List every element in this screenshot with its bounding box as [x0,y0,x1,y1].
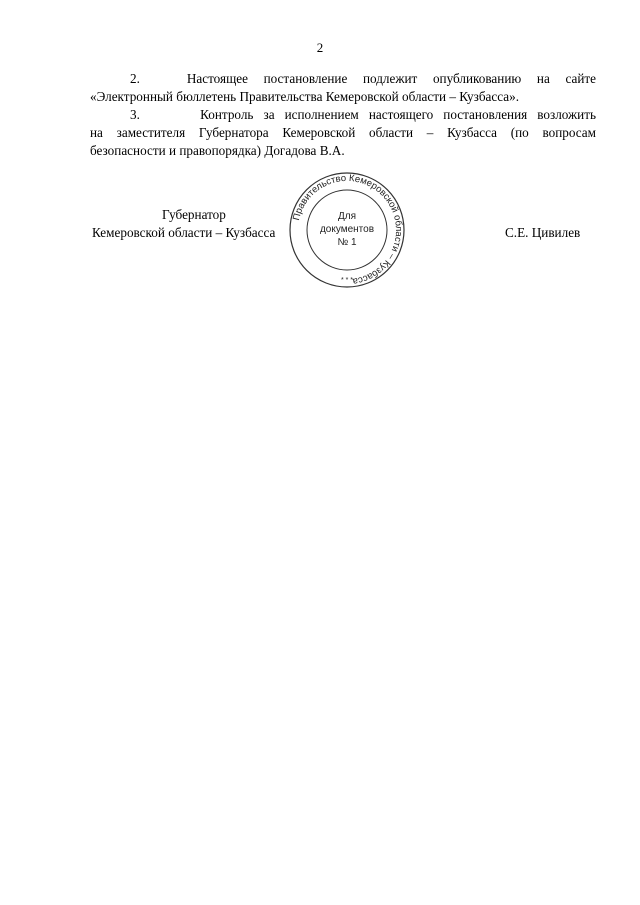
paragraph-item-2-line-1 [90,70,596,88]
item-3-line2: на заместителя Губернатора Кемеровской области – Кузбасса (по вопросам [90,125,596,140]
seal-ring-text: Правительство Кемеровской области – Кузбасса [291,172,405,287]
signatory-title-line-1: Губернатор [162,207,226,222]
seal-stars: * * * [340,277,354,284]
item-2-line2: «Электронный бюллетень Правительства Кемеровской области – Кузбасса». [90,89,520,104]
official-seal [287,170,407,290]
seal-center-line-2: документов [319,224,375,235]
seal-center-line-1: Для [337,211,357,222]
signatory-title-line-2: Кемеровской области – Кузбасса [92,225,276,240]
paragraph-item-3 [90,106,596,160]
seal-graphic [287,170,407,290]
item-2-line1: Настоящее постановление подлежит опубликованию на сайте [186,71,596,86]
page-number: 2 [316,40,324,55]
item-3-line1: Контроль за исполнением настоящего постановления возложить [200,107,596,122]
item-3-number: 3. [130,107,140,122]
paragraph-item-3-line-1 [90,106,596,124]
paragraph-item-2 [90,70,596,106]
seal-center-line-3: № 1 [337,237,357,248]
item-3-line3: безопасности и правопорядка) Догадова В.А. [90,143,345,158]
item-2-number: 2. [130,71,140,86]
signatory-name: С.Е. Цивилев [505,225,581,240]
